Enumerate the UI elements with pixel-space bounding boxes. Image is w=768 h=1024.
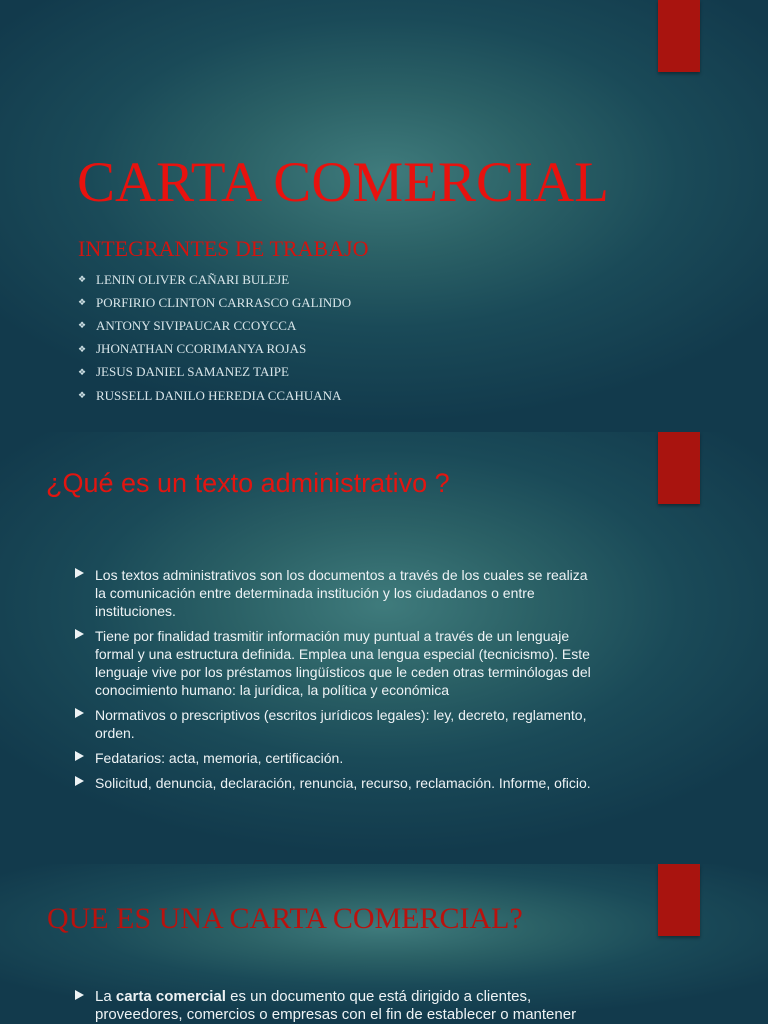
member-item xyxy=(78,314,351,337)
bullet-item xyxy=(75,749,635,767)
bullet-line: formal y una estructura definida. Emplea una lengua especial (tecnicismo). Este xyxy=(95,646,590,662)
members-list xyxy=(78,268,351,407)
bullet-text-post: es un documento que está dirigido a clientes, xyxy=(225,988,532,1005)
triangle-bullet-icon xyxy=(75,708,84,718)
diamond-bullet-icon: ❖ xyxy=(78,366,87,377)
bullet-text-bold: carta comercial xyxy=(115,988,226,1005)
bullet-line: Solicitud, denuncia, declaración, renuncia, recurso, reclamación. Informe, oficio. xyxy=(95,775,591,791)
member-name: PORFIRIO CLINTON CARRASCO GALINDO xyxy=(96,294,352,310)
bullet-line: Los textos administrativos son los documentos a través de los cuales se realiza xyxy=(95,567,588,583)
bullet-line: Tiene por finalidad trasmitir información muy puntual a través de un lenguaje xyxy=(95,628,570,644)
bullet-list xyxy=(75,988,635,1024)
bullet-line: Normativos o prescriptivos (escritos jurídicos legales): ley, decreto, reglamento, xyxy=(95,707,587,723)
diamond-bullet-icon: ❖ xyxy=(78,320,87,331)
slide-accent-bar xyxy=(658,432,700,504)
slide-title xyxy=(0,0,768,432)
bullet-line xyxy=(95,988,576,1006)
member-name: JHONATHAN CCORIMANYA ROJAS xyxy=(96,341,307,357)
bullet-line: la comunicación entre determinada institución y los ciudadanos o entre xyxy=(95,585,535,601)
bullet-line: orden. xyxy=(95,725,135,741)
bullet-text-pre: La xyxy=(95,988,116,1005)
bullet-text xyxy=(95,566,588,620)
diamond-bullet-icon: ❖ xyxy=(78,297,87,308)
bullet-text xyxy=(95,988,576,1024)
member-item xyxy=(78,268,351,291)
bullet-item xyxy=(75,566,635,620)
member-name: ANTONY SIVIPAUCAR CCOYCCA xyxy=(96,317,297,333)
member-name: JESUS DANIEL SAMANEZ TAIPE xyxy=(96,364,289,380)
bullet-line: Fedatarios: acta, memoria, certificación. xyxy=(95,750,344,766)
slide-title: QUE ES UNA CARTA COMERCIAL? xyxy=(47,902,523,935)
member-item xyxy=(78,384,351,407)
slide-administrative-text xyxy=(0,432,768,864)
member-item xyxy=(78,361,351,384)
bullet-item xyxy=(75,706,635,742)
slide-title: ¿Qué es un texto administrativo ? xyxy=(46,468,450,498)
presentation-title: CARTA COMERCIAL xyxy=(77,151,609,214)
bullet-text xyxy=(95,749,343,767)
bullet-item xyxy=(75,627,635,699)
slide-commercial-letter xyxy=(0,864,768,1024)
triangle-bullet-icon xyxy=(75,990,84,1000)
triangle-bullet-icon xyxy=(75,629,84,639)
bullet-text xyxy=(95,627,591,699)
diamond-bullet-icon: ❖ xyxy=(78,274,87,285)
bullet-item xyxy=(75,988,635,1024)
bullet-line: proveedores, comercios o empresas con el fin de establecer o mantener xyxy=(95,1006,577,1023)
bullet-line: conocimiento humano: la jurídica, la política y económica xyxy=(95,682,450,698)
bullet-line: lenguaje vive por los préstamos lingüísticos que le ceden otras terminólogas del xyxy=(95,664,591,680)
member-item xyxy=(78,338,351,361)
member-name: LENIN OLIVER CAÑARI BULEJE xyxy=(96,271,290,287)
slide-accent-bar xyxy=(658,0,700,72)
members-heading: INTEGRANTES DE TRABAJO xyxy=(78,236,369,261)
slide-accent-bar xyxy=(658,864,700,936)
triangle-bullet-icon xyxy=(75,751,84,761)
triangle-bullet-icon xyxy=(75,776,84,786)
bullet-list xyxy=(75,566,635,799)
member-item xyxy=(78,291,351,314)
diamond-bullet-icon: ❖ xyxy=(78,390,87,401)
bullet-line: instituciones. xyxy=(95,603,176,619)
bullet-text xyxy=(95,774,591,792)
member-name: RUSSELL DANILO HEREDIA CCAHUANA xyxy=(96,387,342,403)
triangle-bullet-icon xyxy=(75,568,84,578)
diamond-bullet-icon: ❖ xyxy=(78,343,87,354)
bullet-item xyxy=(75,774,635,792)
bullet-text xyxy=(95,706,586,742)
